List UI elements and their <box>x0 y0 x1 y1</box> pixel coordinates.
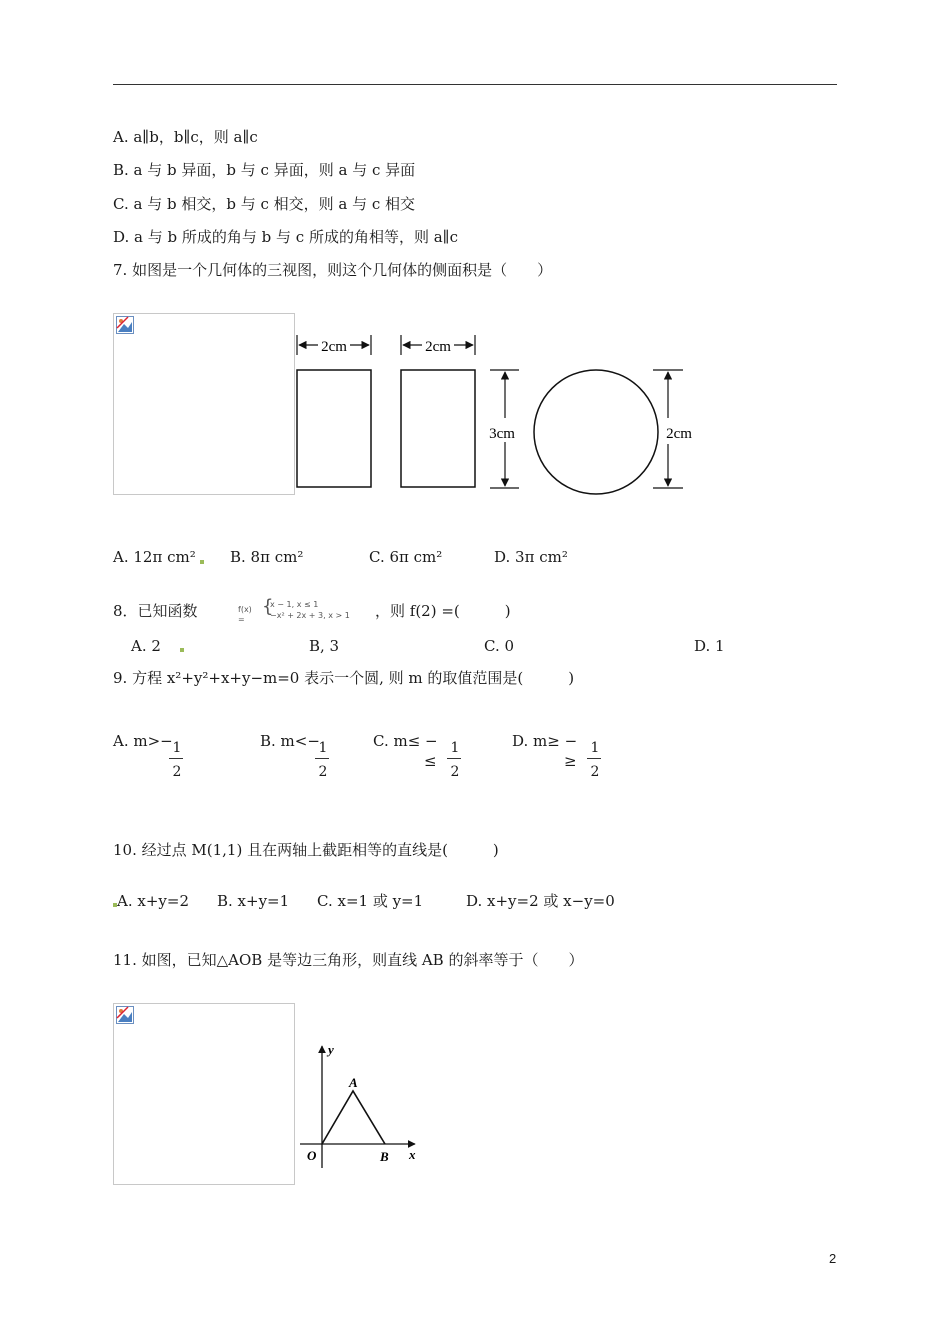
fraction-bar <box>315 758 329 759</box>
question-11: 11. 如图，已知△AOB 是等边三角形，则直线 AB 的斜率等于（ ） <box>113 951 584 969</box>
fraction-denominator: 2 <box>318 764 328 780</box>
q9-option-b: B. m<− <box>260 732 320 750</box>
q7-option-c: C. 6π cm² <box>369 548 443 566</box>
fraction-denominator: 2 <box>590 764 600 780</box>
broken-image-icon <box>116 1006 134 1024</box>
side-width-label: 2cm <box>425 339 451 355</box>
side-view-rect <box>401 370 475 487</box>
header-rule <box>113 84 837 85</box>
fraction-numerator: 1 <box>318 740 328 756</box>
height-label: 3cm <box>489 426 515 442</box>
q10-option-d: D. x+y=2 或 x−y=0 <box>466 892 615 910</box>
triangle-aob <box>322 1091 385 1144</box>
page-number: 2 <box>829 1251 837 1266</box>
top-view-circle <box>534 370 658 494</box>
x-axis-label: x <box>409 1147 416 1162</box>
q10-option-a: A. x+y=2 <box>117 892 189 910</box>
triangle-coordinate-figure <box>295 1040 425 1170</box>
question-8-prefix: 8．已知函数 <box>113 602 198 620</box>
option-a-q6: A. a∥b，b∥c，则 a∥c <box>113 128 258 146</box>
point-a-label: A <box>349 1075 358 1090</box>
fraction-bar <box>447 758 461 759</box>
q8-option-a: A. 2 <box>131 637 161 655</box>
less-equal-sign: ≤ <box>424 752 437 770</box>
q8-option-b: B, 3 <box>309 637 340 655</box>
fraction-denominator: 2 <box>172 764 182 780</box>
fraction-bar <box>587 758 601 759</box>
broken-image-icon <box>116 316 134 334</box>
origin-label: O <box>307 1148 317 1163</box>
y-axis-label: y <box>328 1042 334 1057</box>
three-view-figure <box>290 330 710 500</box>
green-mark <box>200 560 204 564</box>
q9-option-a: A. m>− <box>113 732 173 750</box>
fraction-numerator: 1 <box>172 740 182 756</box>
fraction-numerator: 1 <box>590 740 600 756</box>
broken-image-placeholder <box>113 313 295 495</box>
q9-option-d: D. m≥ − <box>512 732 578 750</box>
q7-option-b: B. 8π cm² <box>230 548 304 566</box>
question-9: 9. 方程 x²+y²+x+y−m=0 表示一个圆, 则 m 的取值范围是( ) <box>113 669 575 687</box>
broken-image-placeholder <box>113 1003 295 1185</box>
q9-option-c: C. m≤ − <box>373 732 438 750</box>
question-8-suffix: ，则 f(2) =( ) <box>375 602 511 620</box>
question-7: 7. 如图是一个几何体的三视图，则这个几何体的侧面积是（ ） <box>113 261 553 279</box>
option-d-q6: D. a 与 b 所成的角与 b 与 c 所成的角相等，则 a∥c <box>113 228 458 246</box>
fraction-numerator: 1 <box>450 740 460 756</box>
option-c-q6: C. a 与 b 相交，b 与 c 相交，则 a 与 c 相交 <box>113 195 416 213</box>
q7-option-a: A. 12π cm² <box>113 548 196 566</box>
q7-option-d: D. 3π cm² <box>494 548 568 566</box>
q8-option-c: C. 0 <box>484 637 515 655</box>
q10-option-b: B. x+y=1 <box>217 892 290 910</box>
green-mark <box>180 648 184 652</box>
point-b-label: B <box>380 1149 389 1164</box>
greater-equal-sign: ≥ <box>564 752 577 770</box>
q8-option-d: D. 1 <box>694 637 725 655</box>
fraction-bar <box>169 758 183 759</box>
diameter-label: 2cm <box>666 426 692 442</box>
q10-option-c: C. x=1 或 y=1 <box>317 892 424 910</box>
question-10: 10. 经过点 M(1,1) 且在两轴上截距相等的直线是( ) <box>113 841 499 859</box>
front-view-rect <box>297 370 371 487</box>
fraction-denominator: 2 <box>450 764 460 780</box>
option-b-q6: B. a 与 b 异面，b 与 c 异面，则 a 与 c 异面 <box>113 161 416 179</box>
front-width-label: 2cm <box>321 339 347 355</box>
